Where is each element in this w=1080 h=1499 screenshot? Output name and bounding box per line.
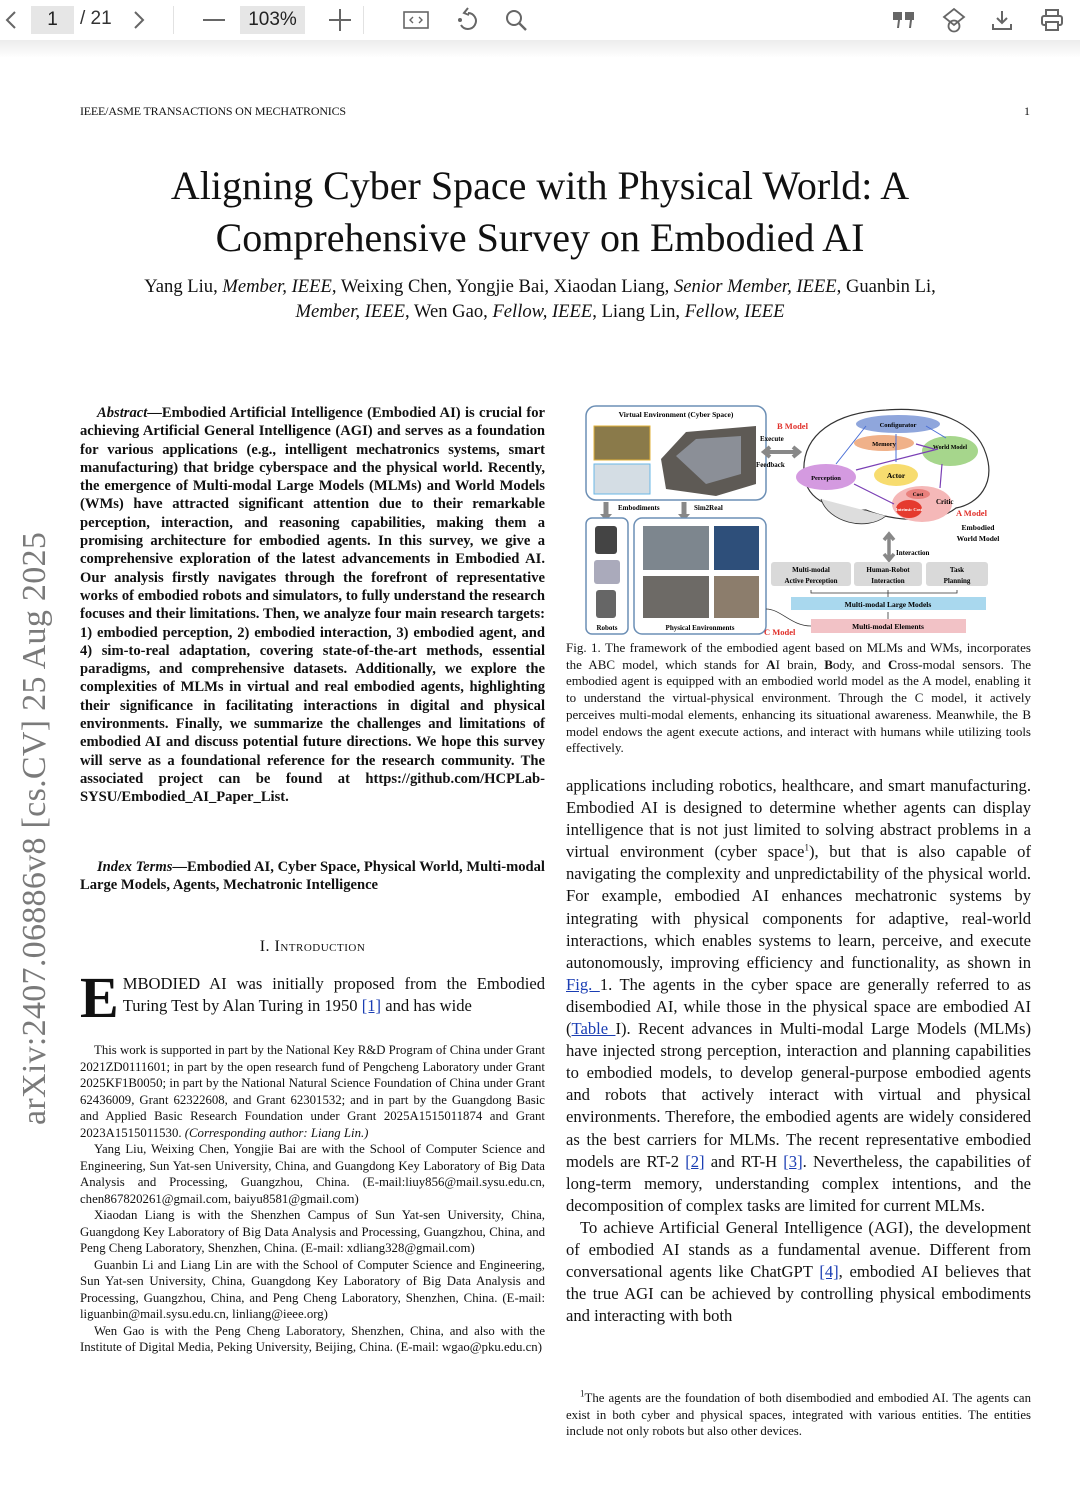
- download-icon: [991, 9, 1013, 31]
- multimodal-elements-label: Multi-modal Elements: [852, 622, 924, 631]
- search-icon: [505, 9, 527, 31]
- index-label: Index Terms: [97, 859, 173, 875]
- affiliation-note: Guanbin Li and Liang Lin are with the School of Computer Science and Engineering, Sun Yat-sen University, China, Guangdong Key Laboratory of Big Data Analysis and Processing, Guangzhou, China, and Peng Cheng Laboratory, Shenzhen, China. (E-mail: liguanbin@mail.sysu.edu.cn, linliang@ieee.org): [80, 1257, 545, 1321]
- figure-link[interactable]: Fig.: [566, 974, 600, 994]
- body-text: To achieve Artificial General Intelligence (AGI), the development of embodied AI stands as a fundamental avenue. Different from conversational agents like ChatGPT: [566, 1217, 1031, 1282]
- warehouse-image: [594, 426, 650, 460]
- next-page-button[interactable]: [128, 0, 150, 40]
- prev-page-button[interactable]: [0, 0, 22, 40]
- intro-paragraph: [80, 965, 545, 1030]
- virtual-environment-label: Virtual Environment (Cyber Space): [618, 410, 734, 419]
- b-model-label: B Model: [777, 421, 808, 431]
- caption-text: Fig. 1. The framework of the embodied agent based on MLMs and WMs, incorporates the ABC model, which stands for: [566, 640, 1031, 672]
- footnote-number: 1: [580, 1388, 585, 1399]
- c-model-connector: [766, 609, 811, 626]
- humanoid-robot-image: [595, 526, 617, 554]
- intro-text: and has wide: [381, 996, 472, 1015]
- author-role: Member, IEEE: [222, 276, 332, 297]
- embodied-world-model-label: World Model: [956, 534, 1000, 543]
- quote-icon: [892, 11, 916, 29]
- corresponding-author: (Corresponding author: Liang Lin.): [184, 1125, 369, 1140]
- c-model-label: C Model: [764, 627, 796, 636]
- caption-text: I brain,: [775, 656, 825, 672]
- zoom-level-input[interactable]: 103%: [240, 6, 305, 34]
- figure-caption: [566, 640, 1031, 757]
- zoom-out-button[interactable]: [200, 0, 228, 40]
- interaction-arrow: [884, 534, 894, 560]
- body-text: ), but that is also capable of navigating the complexity and unpredictability of the physical world. For example, embodied AI enhances mechatronic systems by integrating with physical components for adaptive, real-world interactions, which enables systems to learn, perceive, and execute autonomously, improving efficiency and functionality, as shown in: [566, 842, 1032, 972]
- world-model-label: World Model: [932, 445, 968, 451]
- caption-bold: A: [766, 656, 776, 672]
- index-text: —Embodied AI, Cyber Space, Physical World, Multi-modal Large Models, Agents, Mechatronic Intelligence: [80, 859, 545, 894]
- author-name: , Liang Lin,: [592, 301, 685, 322]
- chevron-left-icon: [5, 10, 17, 30]
- affiliation-note: Yang Liu, Weixing Chen, Yongjie Bai are with the School of Computer Science and Engineering, Sun Yat-sen University, China, and Guangdong Key Laboratory of Big Data Analysis and Processing, Guangzhou, China. (E-mail:liuy856@mail.sysu.edu.cn, chen867820261@gmail.com, baiyu8581@gmail.com): [80, 1142, 545, 1206]
- toolbar-divider: [363, 6, 364, 34]
- robots-label: Robots: [596, 624, 618, 632]
- fit-width-icon: [403, 11, 429, 29]
- author-list: [60, 274, 1020, 324]
- body-text: applications including robotics, healthcare, and smart manufacturing. Embodied AI is designed to determine whether agents can display intelligence that is not just limited to solving abstract problems in a virtual environment (cyber space: [566, 776, 1031, 862]
- physical-env-image: [714, 526, 759, 570]
- pdf-toolbar: [0, 0, 1080, 40]
- figure-1: [566, 404, 1036, 636]
- intro-text: MBODIED AI was initially proposed from the Embodied Turing Test by Alan Turing in 1950: [122, 974, 545, 1015]
- human-robot-interaction-label: Human-Robot: [866, 566, 910, 574]
- interaction-label: Interaction: [896, 549, 930, 557]
- running-head: IEEE/ASME TRANSACTIONS ON MECHATRONICS: [80, 104, 346, 118]
- table-link[interactable]: Table: [571, 1019, 616, 1039]
- scholar-icon: [942, 7, 966, 33]
- execute-label: Execute: [760, 435, 784, 443]
- section-heading: [80, 938, 545, 956]
- robot-hand-image: [596, 590, 616, 618]
- rotate-icon: [456, 7, 480, 33]
- intrinsic-cost-label: Intrinsic Cost: [895, 507, 923, 512]
- sim2real-label: Sim2Real: [694, 504, 723, 512]
- download-button[interactable]: [984, 0, 1020, 40]
- actor-label: Actor: [886, 471, 906, 480]
- robot-arm-image: [594, 560, 620, 584]
- zoom-in-button[interactable]: [318, 0, 362, 40]
- author-footnotes: [80, 1042, 545, 1356]
- human-robot-interaction-label: Interaction: [871, 577, 905, 585]
- task-planning-label: Task: [949, 566, 965, 574]
- caption-bold: B: [824, 656, 833, 672]
- fit-page-button[interactable]: [398, 0, 434, 40]
- citation-link[interactable]: [4]: [819, 1262, 839, 1282]
- scholar-button[interactable]: [936, 0, 972, 40]
- section-title: Introduction: [274, 938, 366, 955]
- title-line-1: Aligning Cyber Space with Physical World: A: [170, 163, 910, 208]
- index-terms: [80, 858, 545, 895]
- abstract-label: Abstract: [97, 405, 148, 421]
- search-button[interactable]: [498, 0, 534, 40]
- toolbar-divider: [173, 6, 174, 34]
- a-model-label: A Model: [956, 508, 987, 518]
- drop-cap: E: [80, 965, 119, 1030]
- citation-link[interactable]: [2]: [685, 1151, 705, 1171]
- affiliation-note: Wen Gao is with the Peng Cheng Laboratory, Shenzhen, China, and also with the Institute of Digital Media, Peking University, Beijing, China. (E-mail: wgao@pku.edu.cn): [80, 1323, 545, 1354]
- intro-body: [566, 775, 1031, 1327]
- author-role: Fellow, IEEE: [684, 301, 785, 322]
- embodied-world-model-label: Embodied: [961, 523, 995, 532]
- page-number: 1: [1024, 104, 1030, 118]
- zoom-in-icon: [329, 9, 351, 31]
- title-line-2: Comprehensive Survey on Embodied AI: [215, 215, 865, 260]
- cost-label: Cost: [912, 492, 924, 498]
- memory-label: Memory: [872, 441, 896, 448]
- citation-link[interactable]: [1]: [361, 996, 382, 1015]
- perception-label: Perception: [811, 475, 841, 482]
- active-perception-label: Active Perception: [784, 577, 838, 585]
- critic-label: Critic: [936, 498, 954, 506]
- physical-env-image: [643, 576, 709, 618]
- paper-title: [60, 160, 1020, 264]
- footnote: [566, 1390, 1031, 1440]
- physical-environments-label: Physical Environments: [665, 624, 735, 632]
- task-planning-label: Planning: [943, 577, 971, 585]
- mlm-bar-label: Multi-modal Large Models: [844, 600, 932, 609]
- caption-text: ross-modal sensors. The embodied agent is equipped with an embodied world model as the A model, enabling it to understand the virtual-physical environment. Through the C model, it actively perceives multi-modal elements, enhancing its situational awareness. Meanwhile, the B model endows the agent execute actions, and interact with humans while utilizing tools effectively.: [566, 656, 1031, 756]
- configurator-label: Configurator: [879, 422, 917, 429]
- body-text: , embodied AI believes that the true AGI can be achieved by controlling physical embodiments and interacting with both: [566, 1262, 1031, 1326]
- page-total: / 21: [80, 8, 112, 29]
- section-number: I.: [259, 938, 275, 955]
- body-text: 1. The agents in the cyber space are generally referred to as disembodied AI, while those in the physical space are embodied AI (: [566, 974, 1031, 1039]
- embodiments-label: Embodiments: [618, 504, 660, 512]
- robot-arm-sim-image: [594, 464, 650, 494]
- chevron-right-icon: [133, 10, 145, 30]
- body-text: . Nevertheless, the capabilities of long-term memory, understanding complex intentions, and the decomposition of complex tasks are limited for current MLMs.: [566, 1151, 1031, 1215]
- funding-note: This work is supported in part by the National Key R&D Program of China under Grant 2021ZD0111601; in part by the open research fund of Pengcheng Laboratory under Grant 2025KF1B0050; in part by the National Natural Science Foundation of China under Grant 62436009, Grant 62322608, and Grant 62301532; and in part by the Guangdong Basic and Applied Basic Research Foundation under Grant 2025A1515011874 and Grant 2023A1515011530.: [80, 1043, 546, 1140]
- capability-connectors: [811, 590, 957, 597]
- print-icon: [1040, 8, 1064, 32]
- author-name: , Guanbin Li,: [836, 276, 936, 297]
- zoom-out-icon: [203, 18, 225, 22]
- author-name: , Wen Gao,: [404, 301, 493, 322]
- caption-bold: C: [887, 656, 898, 672]
- body-text: I). Recent advances in Multi-modal Large Models (MLMs) have injected strong perception, interaction and planning capabilities to embodied models, to develop general-purpose embodied agents and robots that actively interact with virtual and physical environments. Therefore, the embodied agents are widely considered as the best carriers for MLMs. The recent representative embodied models are RT-2: [566, 1019, 1031, 1171]
- author-role: Member, IEEE: [295, 301, 405, 322]
- footnote-marker[interactable]: 1: [804, 842, 809, 853]
- author-name: , Weixing Chen, Yongjie Bai, Xiaodan Liang,: [331, 276, 674, 297]
- feedback-label: Feedback: [756, 461, 785, 469]
- abstract: [80, 404, 545, 807]
- page-number-input[interactable]: 1: [31, 6, 74, 34]
- footnote-text: The agents are the foundation of both disembodied and embodied AI. The agents can exist in both cyber and physical spaces, integrated with various entities. The entities include not only robots but also other devices.: [566, 1391, 1031, 1438]
- execute-feedback-arrow: [764, 447, 799, 457]
- active-perception-label: Multi-modal: [792, 566, 830, 574]
- toolbar-shadow: [0, 40, 1080, 58]
- caption-text: ody, and: [832, 656, 888, 672]
- affiliation-note: Xiaodan Liang is with the Shenzhen Campus of Sun Yat-sen University, China, Guangdong Key Laboratory of Big Data Analysis and Processing, Guangzhou, China, and Peng Cheng Laboratory, Shenzhen, China. (E-mail: xdliang328@gmail.com): [80, 1208, 545, 1255]
- body-text: and RT-H: [704, 1151, 784, 1171]
- cite-button[interactable]: [886, 0, 922, 40]
- abstract-text: —Embodied Artificial Intelligence (Embodied AI) is crucial for achieving Artificial General Intelligence (AGI) and serves as a foundation for various applications (e.g., intelligent mechatronics systems, smart manufacturing) that bridge cyberspace and the physical world. Recently, the emergence of Multi-modal Large Models (MLMs) and World Models (WMs) have attracted significant attention due to their remarkable perception, interaction, and reasoning capabilities, making them a promising architecture for embodied agents. In this survey, we give a comprehensive exploration of the latest advancements in Embodied AI. Our analysis firstly navigates through the forefront of representative works of embodied robots and simulators, to fully understand the research focuses and their limitations. Then, we analyze four main research targets: 1) embodied perception, 2) embodied interaction, 3) embodied agent, and 4) sim-to-real adaptation, covering state-of-the-art methods, essential paradigms, and comprehensive datasets. Additionally, we explore the complexities of MLMs in virtual and real embodied agents, highlighting their significance in facilitating interactions in digital and physical environments. Finally, we summarize the challenges and limitations of embodied AI and discuss potential future directions. We hope this survey will serve as a foundational reference for the research community. The associated project can be found at https://github.com/HCPLab-SYSU/Embodied_AI_Paper_List.: [80, 405, 545, 806]
- rotate-button[interactable]: [450, 0, 486, 40]
- arxiv-stamp: arXiv:2407.06886v8 [cs.CV] 25 Aug 2025: [16, 531, 53, 1125]
- print-button[interactable]: [1034, 0, 1070, 40]
- author-name: Yang Liu,: [144, 276, 223, 297]
- author-role: Fellow, IEEE: [492, 301, 593, 322]
- physical-env-image: [643, 526, 709, 570]
- citation-link[interactable]: [3]: [783, 1151, 803, 1171]
- author-role: Senior Member, IEEE: [673, 276, 837, 297]
- physical-env-image: [714, 576, 759, 618]
